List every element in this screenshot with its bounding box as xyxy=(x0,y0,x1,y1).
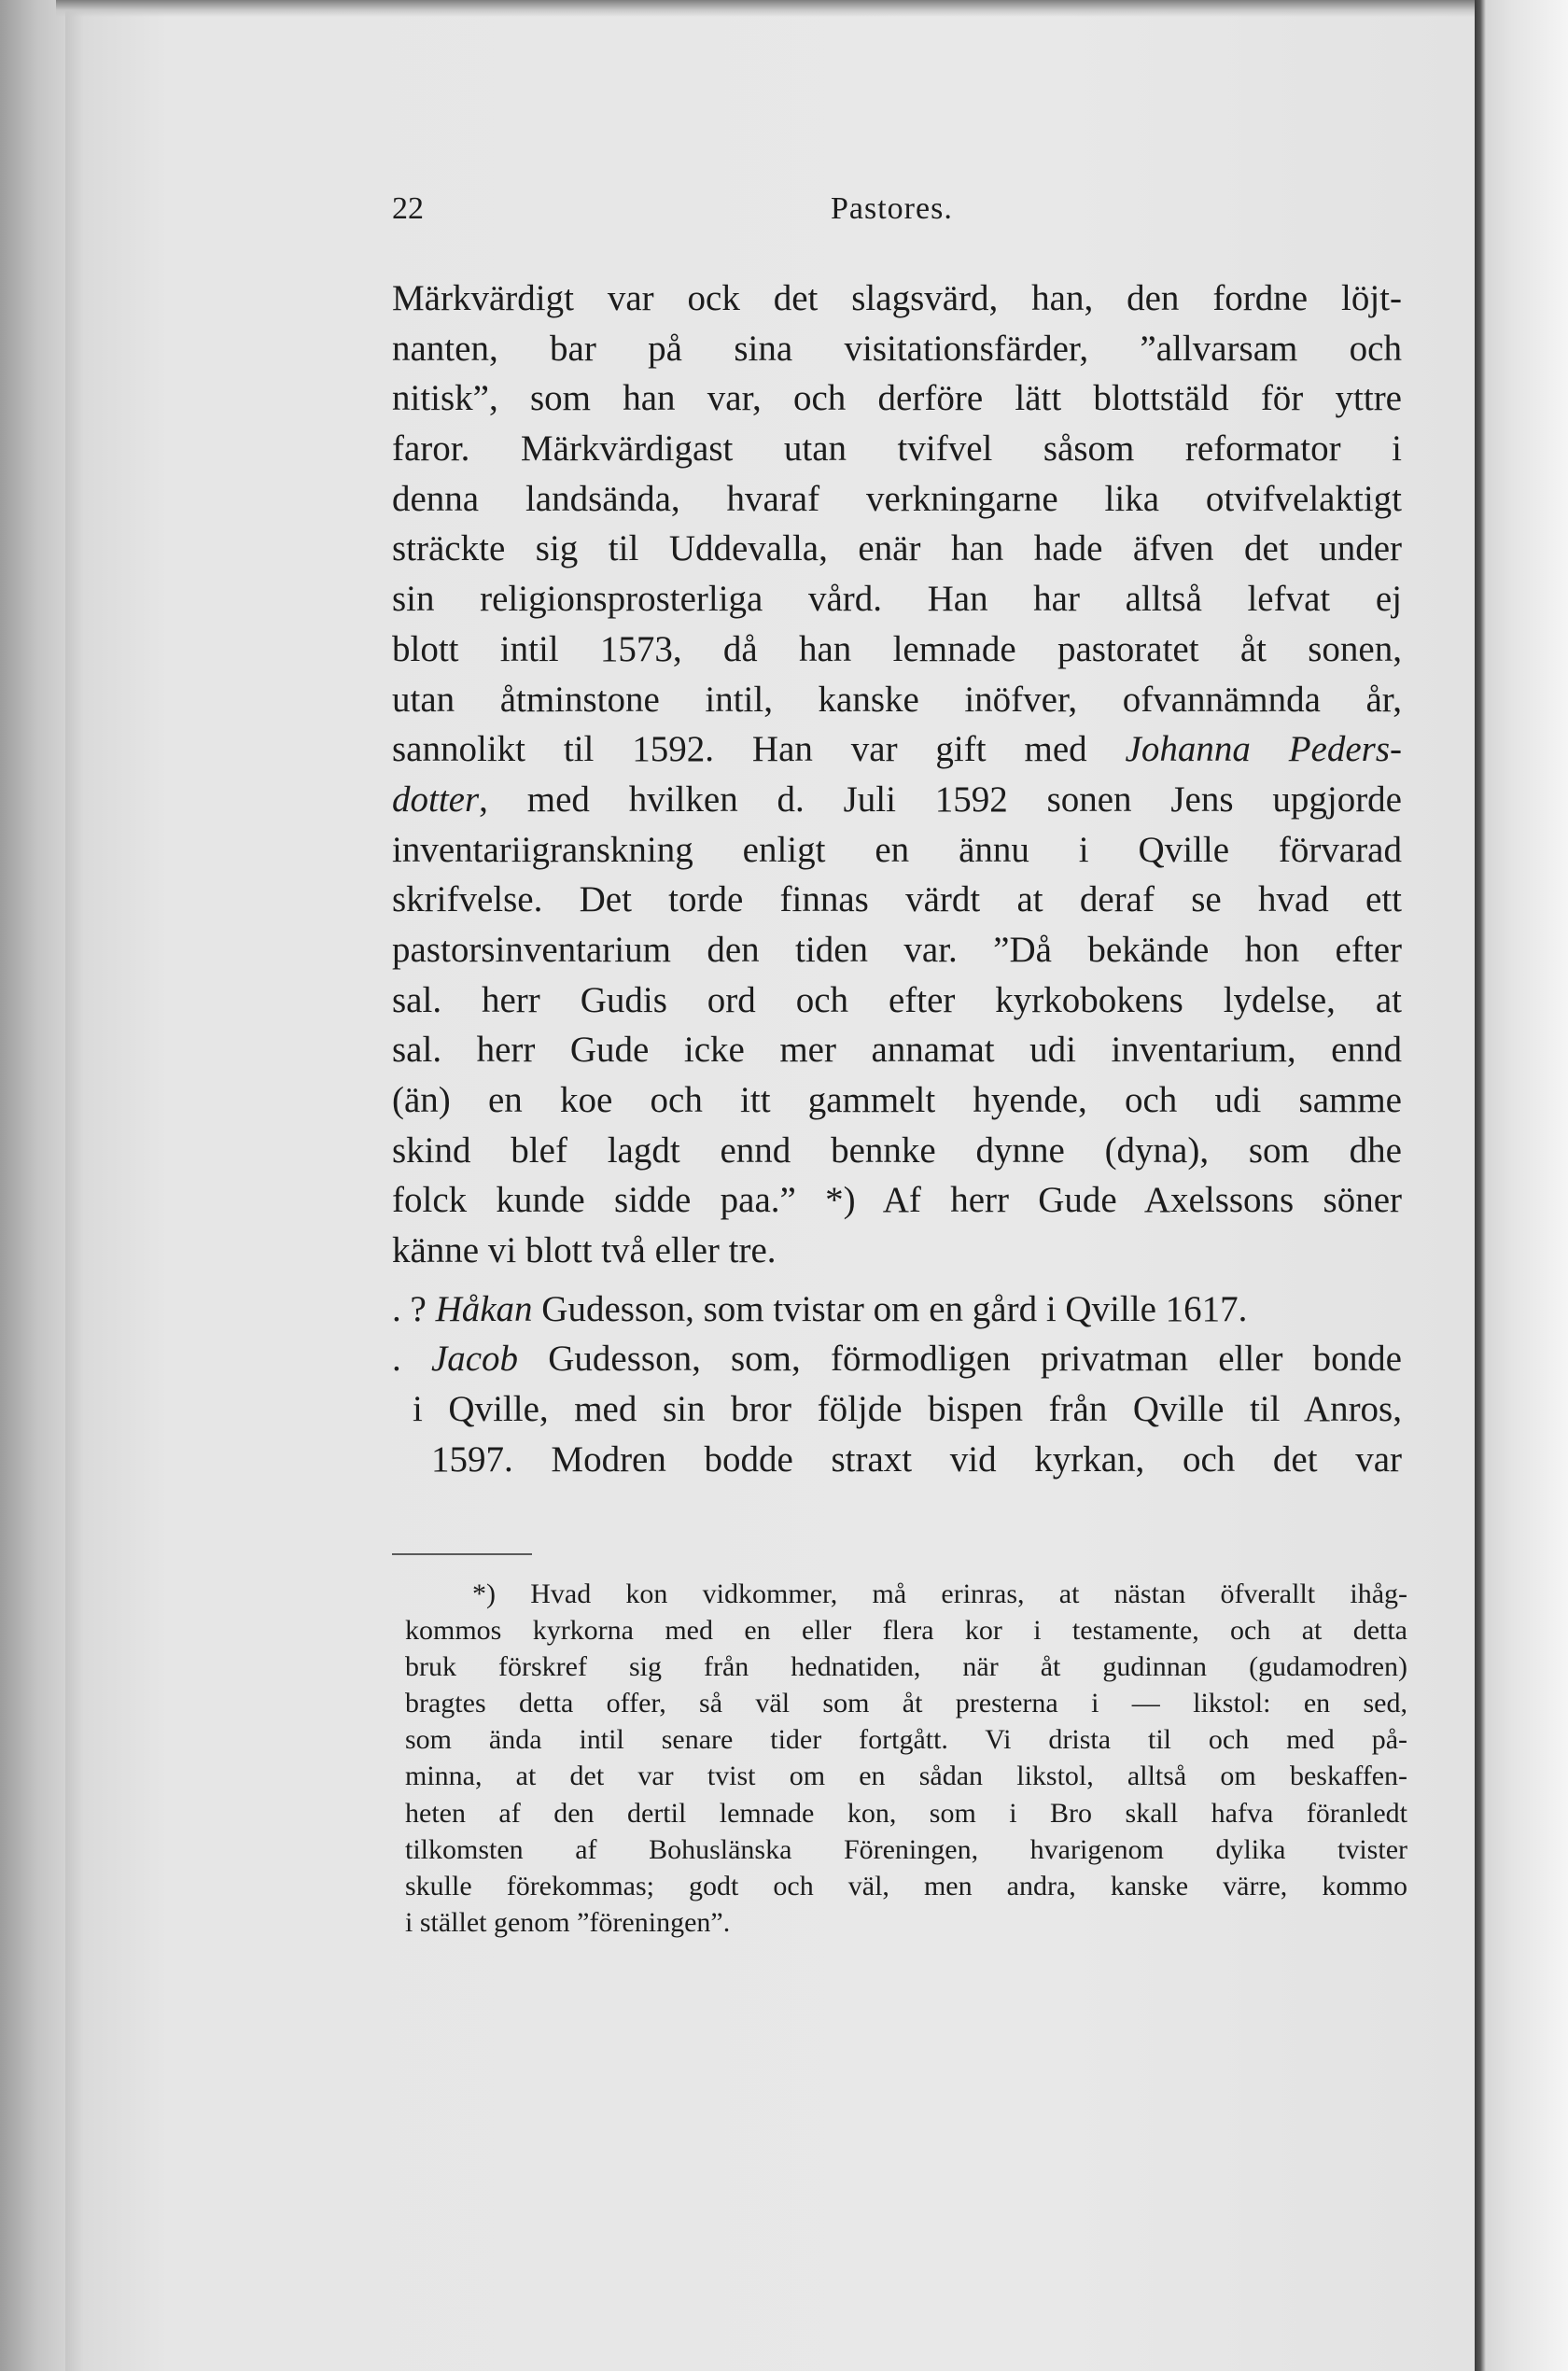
text-line: sal. herr Gudis ord och efter kyrkobokens lydelse, at xyxy=(392,979,1402,1020)
entry-prefix: . xyxy=(392,1339,431,1380)
page-header xyxy=(392,191,1400,238)
footnote-line: i stället genom ”föreningen”. xyxy=(405,1906,731,1938)
person-name-italic: Håkan xyxy=(435,1288,533,1329)
footnote-line: minna, at det var tvist om en sådan likstol, alltså om beskaffen- xyxy=(405,1761,1407,1792)
text-line: Märkvärdigt var ock det slagsvärd, han, den fordne löjt- xyxy=(392,278,1402,318)
running-head: Pastores. xyxy=(831,191,953,226)
footnote-line: heten af den dertil lemnade kon, som i Bro skall hafva föranledt xyxy=(405,1797,1407,1829)
page-number: 22 xyxy=(392,191,424,226)
entry-text: Gudesson, som tvistar om en gård i Qville 1617. xyxy=(532,1288,1248,1329)
person-name-italic: Jacob xyxy=(430,1339,519,1380)
text-line: nitisk”, som han var, och derföre lätt blottstäld för yttre xyxy=(392,378,1402,419)
text-line: inventariigranskning enligt en ännu i Qville förvarad xyxy=(392,829,1402,870)
text-line: 1597. Modren bodde straxt vid kyrkan, och det var xyxy=(431,1438,1402,1480)
person-name-italic: dotter xyxy=(392,779,480,820)
footnote-line: bragtes detta offer, så väl som åt presterna i — likstol: en sed, xyxy=(405,1688,1407,1719)
text-line xyxy=(392,775,1402,825)
text-line: denna landsända, hvaraf verkningarne lika otvifvelaktigt xyxy=(392,478,1402,519)
main-text xyxy=(392,274,1402,1485)
book-spine-shadow xyxy=(0,0,65,2371)
top-edge-shadow xyxy=(56,0,1475,17)
paragraph-spacer xyxy=(392,1276,1402,1284)
text-line: sal. herr Gude icke mer annamat udi inventarium, ennd xyxy=(392,1030,1402,1071)
footnote-line: tilkomsten af Bohuslänska Föreningen, hvarigenom dylika tvister xyxy=(405,1833,1407,1865)
text-line: pastorsinventarium den tiden var. ”Då bekände hon efter xyxy=(392,929,1402,970)
page-edge-right xyxy=(1475,0,1568,2371)
list-entry xyxy=(392,1284,1402,1335)
footnote-line: *) Hvad kon vidkommer, må erinras, at nästan öfverallt ihåg- xyxy=(472,1578,1407,1609)
text-segment: sannolikt til 1592. Han var gift med xyxy=(392,729,1087,770)
footnote-line: kommos kyrkorna med en eller flera kor i testamente, och at detta xyxy=(405,1615,1407,1647)
footnote xyxy=(405,1576,1407,1941)
text-line: utan åtminstone intil, kanske inöfver, ofvannämnda år, xyxy=(392,679,1402,720)
text-line: sträckte sig til Uddevalla, enär han hade äfven det under xyxy=(392,528,1402,569)
text-line: faror. Märkvärdigast utan tvifvel såsom reformator i xyxy=(392,428,1402,470)
entry-prefix: . ? xyxy=(392,1288,436,1329)
text-line: skrifvelse. Det torde finnas värdt at deraf se hvad ett xyxy=(392,879,1402,920)
text-line: skind blef lagdt ennd bennke dynne (dyna), som dhe xyxy=(392,1129,1402,1171)
text-line: sin religionsprosterliga vård. Han har alltså lefvat ej xyxy=(392,579,1402,620)
text-line: känne vi blott två eller tre. xyxy=(392,1230,777,1271)
text-line: folck kunde sidde paa.” *) Af herr Gude Axelssons söner xyxy=(392,1180,1402,1221)
text-line: (än) en koe och itt gammelt hyende, och udi samme xyxy=(392,1080,1402,1120)
text-line: blott intil 1573, då han lemnade pastoratet åt sonen, xyxy=(392,628,1402,669)
text-line: nanten, bar på sina visitationsfärder, ”allvarsam och xyxy=(392,328,1402,369)
entry-text: Gudesson, som, förmodligen privatman eller bonde xyxy=(518,1339,1402,1380)
text-line xyxy=(392,724,1402,775)
footnote-separator xyxy=(392,1553,532,1555)
footnote-line: bruk förskref sig från hednatiden, när åt gudinnan (gudamodren) xyxy=(405,1651,1407,1683)
list-entry xyxy=(392,1334,1402,1384)
text-segment: , med hvilken d. Juli 1592 sonen Jens upgjorde xyxy=(479,779,1402,820)
footnote-line: skulle förekommas; godt och väl, men andra, kanske värre, kommo xyxy=(405,1870,1407,1901)
footnote-line: som ända intil senare tider fortgått. Vi drista til och med på- xyxy=(405,1724,1407,1756)
text-line: i Qville, med sin bror följde bispen från Qville til Anros, xyxy=(413,1389,1402,1430)
person-name-italic: Johanna Peders- xyxy=(1125,729,1402,770)
